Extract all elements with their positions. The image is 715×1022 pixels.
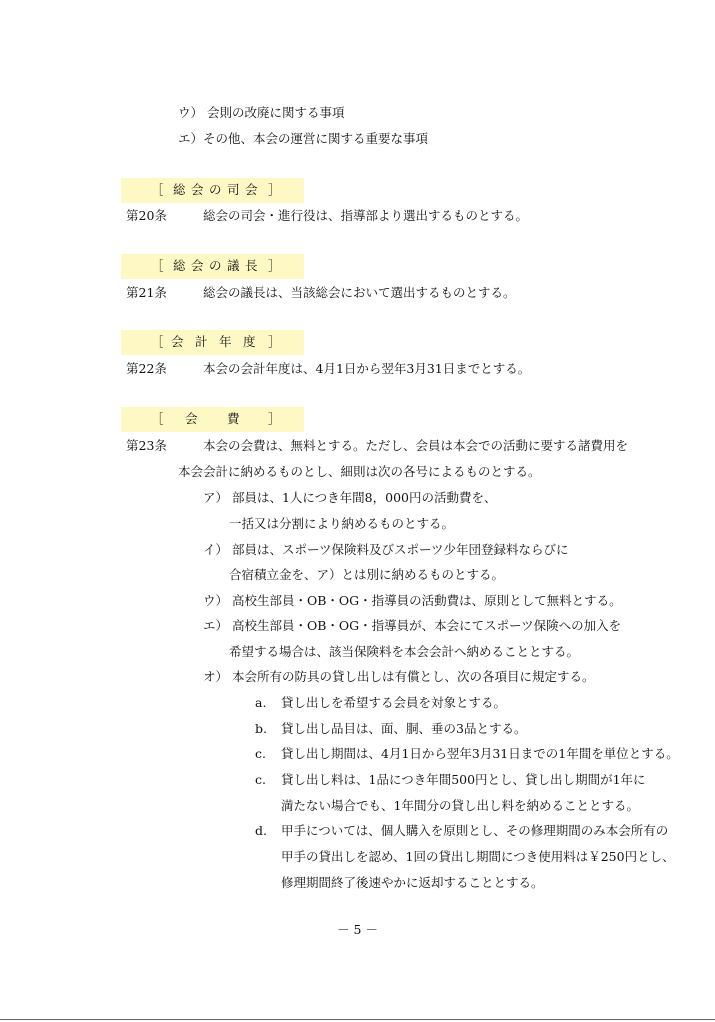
heading-char: 会: [245, 182, 258, 197]
rental-item-text: 修理期間終了後速やかに返却することとする。: [281, 875, 544, 890]
article-text-22: 本会の会計年度は、4月1日から翌年3月31日までとする。: [203, 361, 531, 376]
fee-item-i-line1: イ） 部員は、スポーツ保険料及びスポーツ少年団登録料ならびに: [203, 542, 569, 557]
rental-item-marker: c.: [255, 746, 266, 761]
heading-bracket-open: ［: [151, 411, 164, 426]
fee-item-u: ウ） 高校生部員・OB・OG・指導員の活動費は、原則として無料とする。: [203, 593, 622, 608]
rental-item-marker: a.: [255, 695, 267, 710]
page-bottom-edge: [0, 1019, 715, 1020]
heading-bracket-open: ［: [151, 258, 164, 273]
heading-char: 会: [185, 411, 198, 426]
article-text-20: 総会の司会・進行役は、指導部より選出するものとする。: [203, 208, 529, 223]
intro-item-e: エ）その他、本会の運営に関する重要な事項: [178, 131, 429, 146]
heading-char: の: [209, 182, 222, 197]
section-heading-23: [121, 407, 304, 432]
section-heading-22: [121, 330, 304, 355]
heading-bracket-close: ］: [268, 411, 281, 426]
heading-char: 総: [173, 182, 186, 197]
article-text-23: 本会の会費は、無料とする。ただし、会員は本会での活動に要する諸費用を: [203, 438, 629, 453]
heading-char: 度: [243, 334, 256, 349]
rental-item-text: 甲手については、個人購入を原則とし、その修理期間のみ本会所有の: [281, 823, 669, 838]
heading-char: 司: [227, 182, 240, 197]
fee-item-o: オ） 本会所有の防具の貸し出しは有償とし、次の各項目に規定する。: [203, 669, 595, 684]
rental-item-text: 貸し出し品目は、面、胴、垂の3品とする。: [281, 721, 527, 736]
heading-bracket-open: ［: [151, 182, 164, 197]
heading-char: 計: [195, 334, 208, 349]
fee-item-a-line1: ア） 部員は、1人につき年間8，000円の活動費を、: [203, 490, 497, 505]
article-number-23: 第23条: [126, 438, 167, 453]
article-number-22: 第22条: [126, 361, 167, 376]
rental-item-text: 甲手の貸出しを認め、1回の貸出し期間につき使用料は￥250円とし、: [281, 849, 675, 864]
heading-char: 議: [227, 258, 240, 273]
heading-bracket-close: ］: [268, 258, 281, 273]
heading-char: 会: [191, 258, 204, 273]
section-heading-20: [121, 178, 304, 203]
fee-item-e-line1: エ） 高校生部員・OB・OG・指導員が、本会にてスポーツ保険への加入を: [203, 618, 622, 633]
rental-item-text: 満たない場合でも、1年間分の貸し出し料を納めることとする。: [281, 798, 639, 813]
fee-item-e-line2: 希望する場合は、該当保険料を本会会計へ納めることとする。: [229, 644, 580, 659]
heading-bracket-open: ［: [151, 334, 164, 349]
heading-char: 長: [245, 258, 258, 273]
fee-item-i-line2: 合宿積立金を、ア）とは別に納めるものとする。: [229, 567, 505, 582]
rental-item-marker: c.: [255, 772, 266, 787]
rental-item-text: 貸し出し期間は、4月1日から翌年3月31日までの1年間を単位とする。: [281, 746, 679, 761]
article-number-21: 第21条: [126, 285, 167, 300]
heading-char: の: [209, 258, 222, 273]
rental-item-text: 貸し出し料は、1品につき年間500円とし、貸し出し期間が1年に: [281, 772, 646, 787]
article-text-23-cont: 本会会計に納めるものとし、細則は次の各号によるものとする。: [178, 464, 541, 479]
heading-char: 年: [219, 334, 232, 349]
intro-item-u: ウ） 会則の改廃に関する事項: [178, 105, 345, 120]
rental-item-marker: b.: [255, 721, 267, 736]
heading-bracket-close: ］: [268, 182, 281, 197]
heading-char: 総: [173, 258, 186, 273]
heading-bracket-close: ］: [268, 334, 281, 349]
article-text-21: 総会の議長は、当該総会において選出するものとする。: [203, 285, 516, 300]
section-heading-21: [121, 254, 304, 279]
rental-item-text: 貸し出しを希望する会員を対象とする。: [281, 695, 507, 710]
page-number: － 5 －: [337, 922, 378, 937]
heading-char: 費: [227, 411, 240, 426]
heading-char: 会: [171, 334, 184, 349]
fee-item-a-line2: 一括又は分割により納めるものとする。: [229, 516, 455, 531]
article-number-20: 第20条: [126, 208, 167, 223]
heading-char: 会: [191, 182, 204, 197]
rental-item-marker: d.: [255, 823, 267, 838]
